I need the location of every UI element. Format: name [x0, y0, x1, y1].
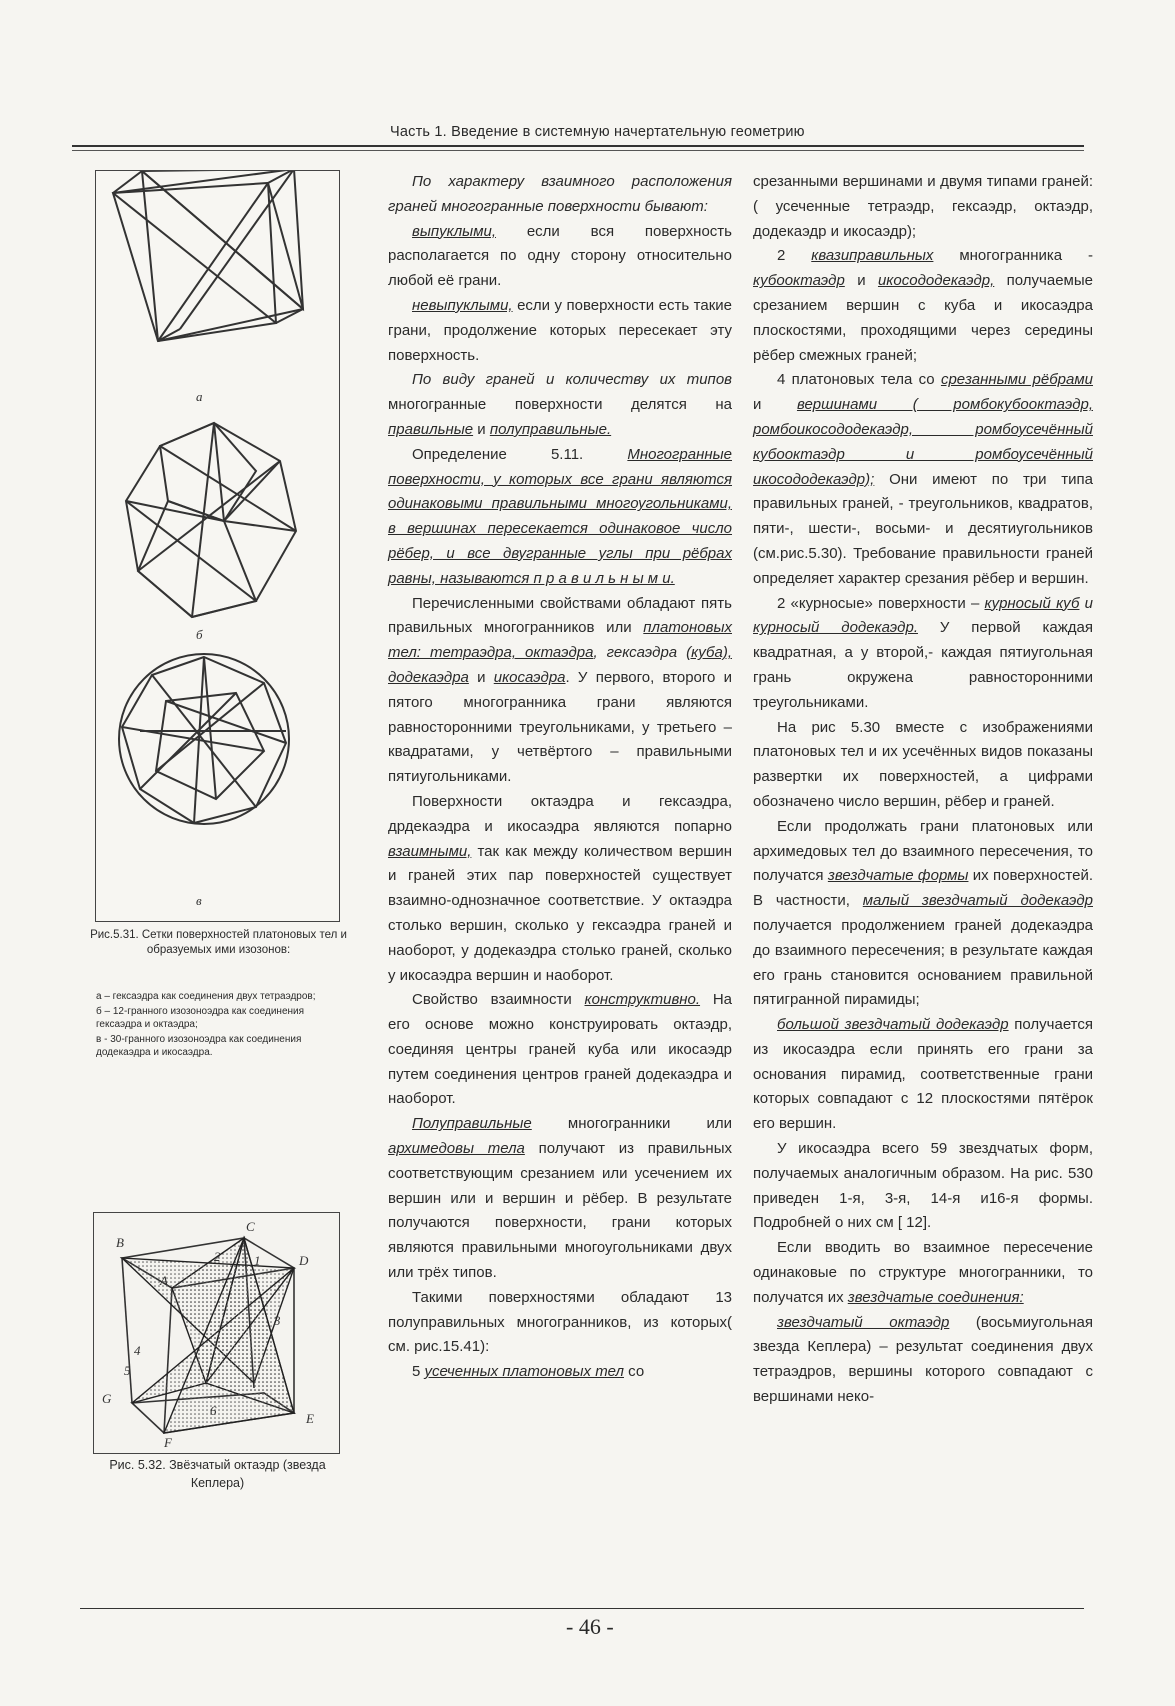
paragraph: невыпуклыми, если у поверхности есть такие грани, продолжение которых пересекает эту поверхность.	[388, 296, 732, 364]
header-rule	[72, 145, 1084, 147]
paragraph: Если продолжать грани платоновых или архимедовых тел до взаимного пересечения, то получатся звездчатые формы их поверхностей. В частности, малый звездчатый додекаэдр получается продолжением граней додекаэдра до взаимного пересечения; в результате каждая его грань становится основанием правильной пятигранной пирамиды;	[753, 817, 1093, 1009]
region-label-4: 4	[134, 1343, 141, 1358]
definition-5-11: Определение 5.11. Многогранные поверхности, у которых все грани являются одинаковыми правильными многоугольниками, в вершинах пересекается одинаковое число рёбер, и все двугранные углы при рёбрах равны, называются п р а в и л ь н ы м и.	[388, 445, 732, 587]
figure-5-32	[93, 1212, 340, 1454]
polyhedra-nets-drawing	[96, 171, 339, 921]
caption-item-v: в - 30-гранного изозоноэдра как соединения додекаэдра и икосаэдра.	[96, 1034, 302, 1058]
figure-label-a: а	[196, 389, 203, 404]
paragraph: Полуправильные многогранники или архимедовы тела получают из правильных соответствующим срезанием или усечением их вершин или и вершин и рёбер. В результате получаются поверхности, грани которых являются правильными многоугольниками двух или трёх типов.	[388, 1115, 732, 1282]
paragraph: срезанными вершинами и двумя типами граней:( усеченные тетраэдр, гексаэдр, октаэдр, додекаэдр и икосаэдр);	[753, 173, 1093, 240]
paragraph: Свойство взаимности конструктивно. На его основе можно конструировать октаэдр, соединяя центры граней куба или икосаэдр путем соединения центров граней додекаэдра и наоборот.	[388, 991, 732, 1108]
header-rule-thin	[72, 150, 1084, 151]
paragraph: 2 квазиправильных многогранника - кубооктаэдр и икосододекаэдр, получаемые срезанием вершин с куба и икосаэдра плоскостями, проходящими через середины рёбер смежных граней;	[753, 247, 1093, 364]
paragraph: большой звездчатый додекаэдр получается из икосаэдра если принять его грани за основания пирамид, соответственные грани которых совпадают с 12 плоскостями пятёрок его вершин.	[753, 1016, 1093, 1133]
region-label-3: 3	[274, 1313, 281, 1328]
figure-5-31-items	[96, 990, 336, 1061]
vertex-label-d: D	[299, 1253, 309, 1268]
vertex-label-b: B	[116, 1235, 124, 1250]
running-header: Часть 1. Введение в системную начертательную геометрию	[390, 124, 805, 140]
paragraph: Если вводить во взаимное пересечение одинаковые по структуре многогранники, то получатся их звездчатые соединения:	[753, 1239, 1093, 1306]
paragraph: выпуклыми, если вся поверхность располагается по одну сторону относительно любой её грани.	[388, 222, 732, 290]
vertex-label-c: C	[246, 1219, 255, 1234]
paragraph: 5 усеченных платоновых тел со	[412, 1363, 645, 1381]
paragraph: На рис 5.30 вместе с изображениями платоновых тел и их усечённых видов показаны развертки их поверхностей, а цифрами обозначено число вершин, рёбер и граней.	[753, 718, 1093, 810]
vertex-label-g: G	[102, 1391, 112, 1406]
paragraph: 2 «курносые» поверхности – курносый куб и курносый додекаэдр. У первой каждая квадратная, а у второй,- каждая пятиугольная грань окружена равносторонними треугольниками.	[753, 594, 1093, 711]
figure-5-31	[95, 170, 340, 922]
text-column-middle	[388, 170, 732, 1385]
figure-5-31-caption: Рис.5.31. Сетки поверхностей платоновых тел и образуемых ими изозонов:	[90, 929, 347, 956]
page-number: - 46 -	[566, 1614, 614, 1639]
vertex-label-f: F	[164, 1435, 172, 1450]
caption-item-b: б – 12-гранного изозоноэдра как соединения гексаэдра и октаэдра;	[96, 1006, 305, 1030]
figure-label-v: в	[196, 893, 202, 908]
region-label-1: 1	[254, 1253, 261, 1268]
figure-5-32-caption: Рис. 5.32. Звёзчатый октаэдр (звезда Кеплера)	[109, 1458, 326, 1490]
paragraph: По виду граней и количеству их типов многогранные поверхности делятся на правильные и полуправильные.	[388, 371, 732, 438]
paragraph: По характеру взаимного расположения граней многогранные поверхности бывают:	[388, 173, 732, 215]
paragraph: Такими поверхностями обладают 13 полуправильных многогранников, из которых( см. рис.15.41):	[388, 1288, 732, 1356]
paragraph: Перечисленными свойствами обладают пять правильных многогранников или платоновых тел: тетраэдра, октаэдра, гексаэдра (куба), додекаэдра и икосаэдра. У первого, второго и пятого многогранника грани являются равносторонними треугольниками, у третьего – квадратами, у четвёртого – правильными пятиугольниками.	[388, 594, 732, 786]
paragraph: звездчатый октаэдр (восьмиугольная звезда Кеплера) – результат соединения двух тетраэдров, вершины которого совпадают с вершинами неко-	[753, 1313, 1093, 1406]
text-column-right	[753, 170, 1093, 1410]
footer-rule	[80, 1608, 1084, 1609]
paragraph: 4 платоновых тела со срезанными рёбрами и вершинами ( ромбокубооктаэдр, ромбоикосододекаэдр, ромбоусечённый кубооктаэдр и ромбоусечённый икосододекаэдр); Они имеют по три типа правильных граней, - треугольников, квадратов, пяти-, шести-, восьми- и десятиугольников (см.рис.5.30). Требование правильности граней определяет характер срезания рёбер и вершин.	[753, 371, 1093, 587]
paragraph: Поверхности октаэдра и гексаэдра, дрдекаэдра и икосаэдра являются попарно взаимными, так как между количеством вершин и граней этих пар поверхностей существует взаимно-однозначное соответствие. У октаэдра столько вершин, сколько у гексаэдра граней и наоборот, у додекаэдра столько граней, сколько у икосаэдра вершин и наоборот.	[388, 792, 732, 984]
region-label-2: 2	[214, 1249, 221, 1264]
region-label-5: 5	[124, 1363, 131, 1378]
figure-label-b: б	[196, 627, 203, 642]
vertex-label-e: E	[306, 1411, 314, 1426]
region-label-6: 6	[210, 1403, 217, 1418]
vertex-label-a: A	[160, 1273, 168, 1288]
caption-item-a: а – гексаэдра как соединения двух тетраэдров;	[96, 991, 316, 1002]
paragraph: У икосаэдра всего 59 звездчатых форм, получаемых аналогичным образом. На рис. 530 приведен 1-я, 3-я, 14-я и16-я формы. Подробней о них см [ 12].	[753, 1140, 1093, 1232]
